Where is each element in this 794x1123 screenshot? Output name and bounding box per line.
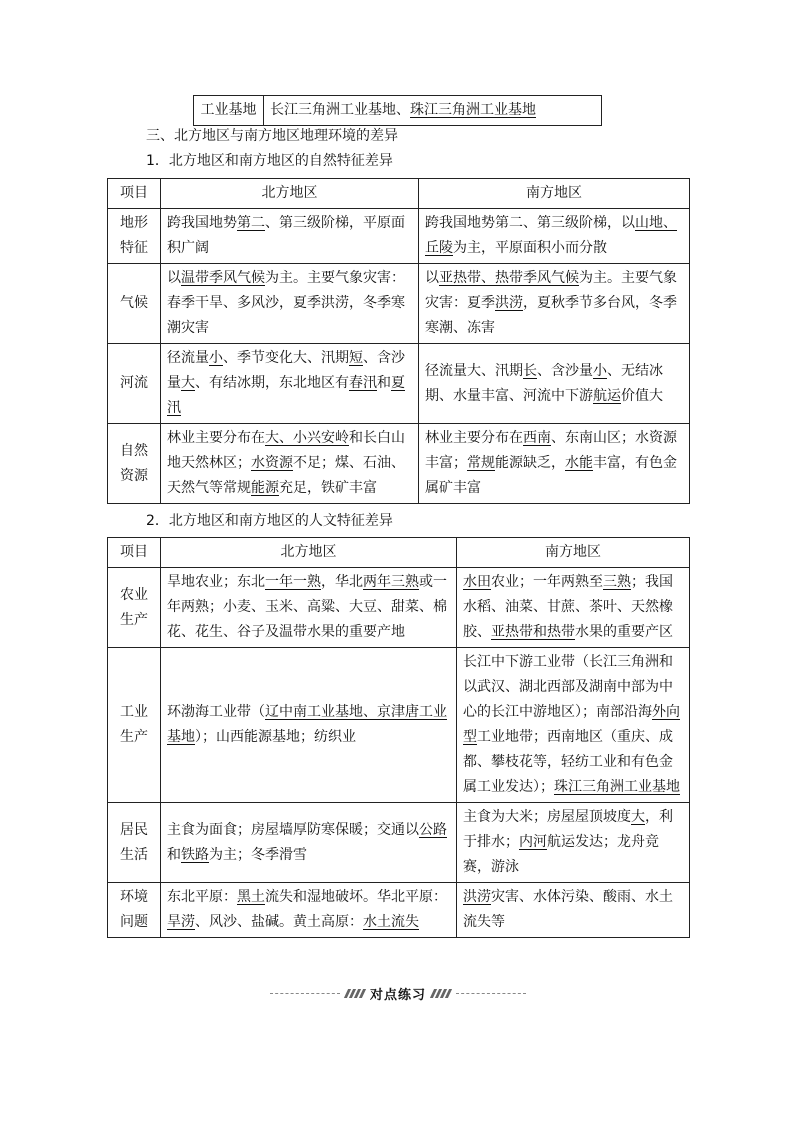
industry-base-row (193, 95, 602, 126)
row-label-industry: 工业 生产 (108, 648, 161, 803)
subsection-2-heading: 2．北方地区和南方地区的人文特征差异 (146, 513, 393, 529)
row-label-agriculture: 农业 生产 (108, 568, 161, 648)
environment-south: 洪涝灾害、水体污染、酸雨、水土流失等 (457, 883, 690, 938)
table-row (108, 209, 690, 264)
climate-south: 以亚热带、热带季风气候为主。主要气象灾害：夏季洪涝，夏秋季节多台风，冬季寒潮、冻害 (419, 264, 690, 344)
industry-base-label: 工业基地 (194, 96, 264, 126)
row-label-climate: 气候 (108, 264, 161, 344)
table-row (108, 648, 690, 803)
header-north: 北方地区 (161, 538, 457, 568)
row-label-resources: 自然 资源 (108, 424, 161, 504)
resources-south: 林业主要分布在西南、东南山区；水资源丰富；常规能源缺乏，水能丰富，有色金属矿丰富 (419, 424, 690, 504)
header-south: 南方地区 (457, 538, 690, 568)
table-row (108, 883, 690, 938)
table-row (108, 264, 690, 344)
divider-right (456, 993, 526, 994)
practice-title: 对点练习 (369, 987, 426, 1003)
natural-features-table (107, 178, 690, 504)
practice-banner (258, 983, 538, 1003)
row-label-environment: 环境 问题 (108, 883, 161, 938)
stripes-left-icon (346, 989, 364, 998)
river-north: 径流量小、季节变化大、汛期短、含沙量大、有结冰期，东北地区有春汛和夏汛 (161, 344, 419, 424)
life-north: 主食为面食；房屋墙厚防寒保暖；交通以公路和铁路为主；冬季滑雪 (161, 803, 457, 883)
table-header-row (108, 179, 690, 209)
row-label-life: 居民 生活 (108, 803, 161, 883)
table-row (108, 803, 690, 883)
row-label-terrain: 地形 特征 (108, 209, 161, 264)
header-item: 项目 (108, 179, 161, 209)
subsection-1-heading: 1．北方地区和南方地区的自然特征差异 (146, 153, 393, 169)
table-row (108, 424, 690, 504)
header-item: 项目 (108, 538, 161, 568)
agriculture-north: 旱地农业；东北一年一熟，华北两年三熟或一年两熟；小麦、玉米、高粱、大豆、甜菜、棉花、花生、谷子及温带水果的重要产地 (161, 568, 457, 648)
industry-base-content: 长江三角洲工业基地、珠江三角洲工业基地 (264, 96, 602, 126)
environment-north: 东北平原：黑土流失和湿地破坏。华北平原：旱涝、风沙、盐碱。黄土高原：水土流失 (161, 883, 457, 938)
stripes-right-icon (432, 989, 450, 998)
life-south: 主食为大米；房屋屋顶坡度大，利于排水；内河航运发达；龙舟竞赛，游泳 (457, 803, 690, 883)
table-row (108, 344, 690, 424)
resources-north: 林业主要分布在大、小兴安岭和长白山地天然林区；水资源不足；煤、石油、天然气等常规能源充足，铁矿丰富 (161, 424, 419, 504)
header-north: 北方地区 (161, 179, 419, 209)
river-south: 径流量大、汛期长、含沙量小、无结冰期、水量丰富、河流中下游航运价值大 (419, 344, 690, 424)
terrain-north: 跨我国地势第二、第三级阶梯，平原面积广阔 (161, 209, 419, 264)
industry-south: 长江中下游工业带（长江三角洲和以武汉、湖北西部及湖南中部为中心的长江中游地区）；南部沿海外向型工业地带；西南地区（重庆、成都、攀枝花等，轻纺工业和有色金属工业发达）；珠江三角洲工业基地 (457, 648, 690, 803)
agriculture-south: 水田农业；一年两熟至三熟；我国水稻、油菜、甘蔗、茶叶、天然橡胶、亚热带和热带水果的重要产区 (457, 568, 690, 648)
section-3-heading: 三、北方地区与南方地区地理环境的差异 (146, 128, 398, 144)
divider-left (270, 993, 340, 994)
human-features-table (107, 537, 690, 938)
header-south: 南方地区 (419, 179, 690, 209)
row-label-river: 河流 (108, 344, 161, 424)
table-header-row (108, 538, 690, 568)
climate-north: 以温带季风气候为主。主要气象灾害：春季干旱、多风沙，夏季洪涝，冬季寒潮灾害 (161, 264, 419, 344)
industry-north: 环渤海工业带（辽中南工业基地、京津唐工业基地）；山西能源基地；纺织业 (161, 648, 457, 803)
table-row (108, 568, 690, 648)
terrain-south: 跨我国地势第二、第三级阶梯，以山地、丘陵为主，平原面积小而分散 (419, 209, 690, 264)
